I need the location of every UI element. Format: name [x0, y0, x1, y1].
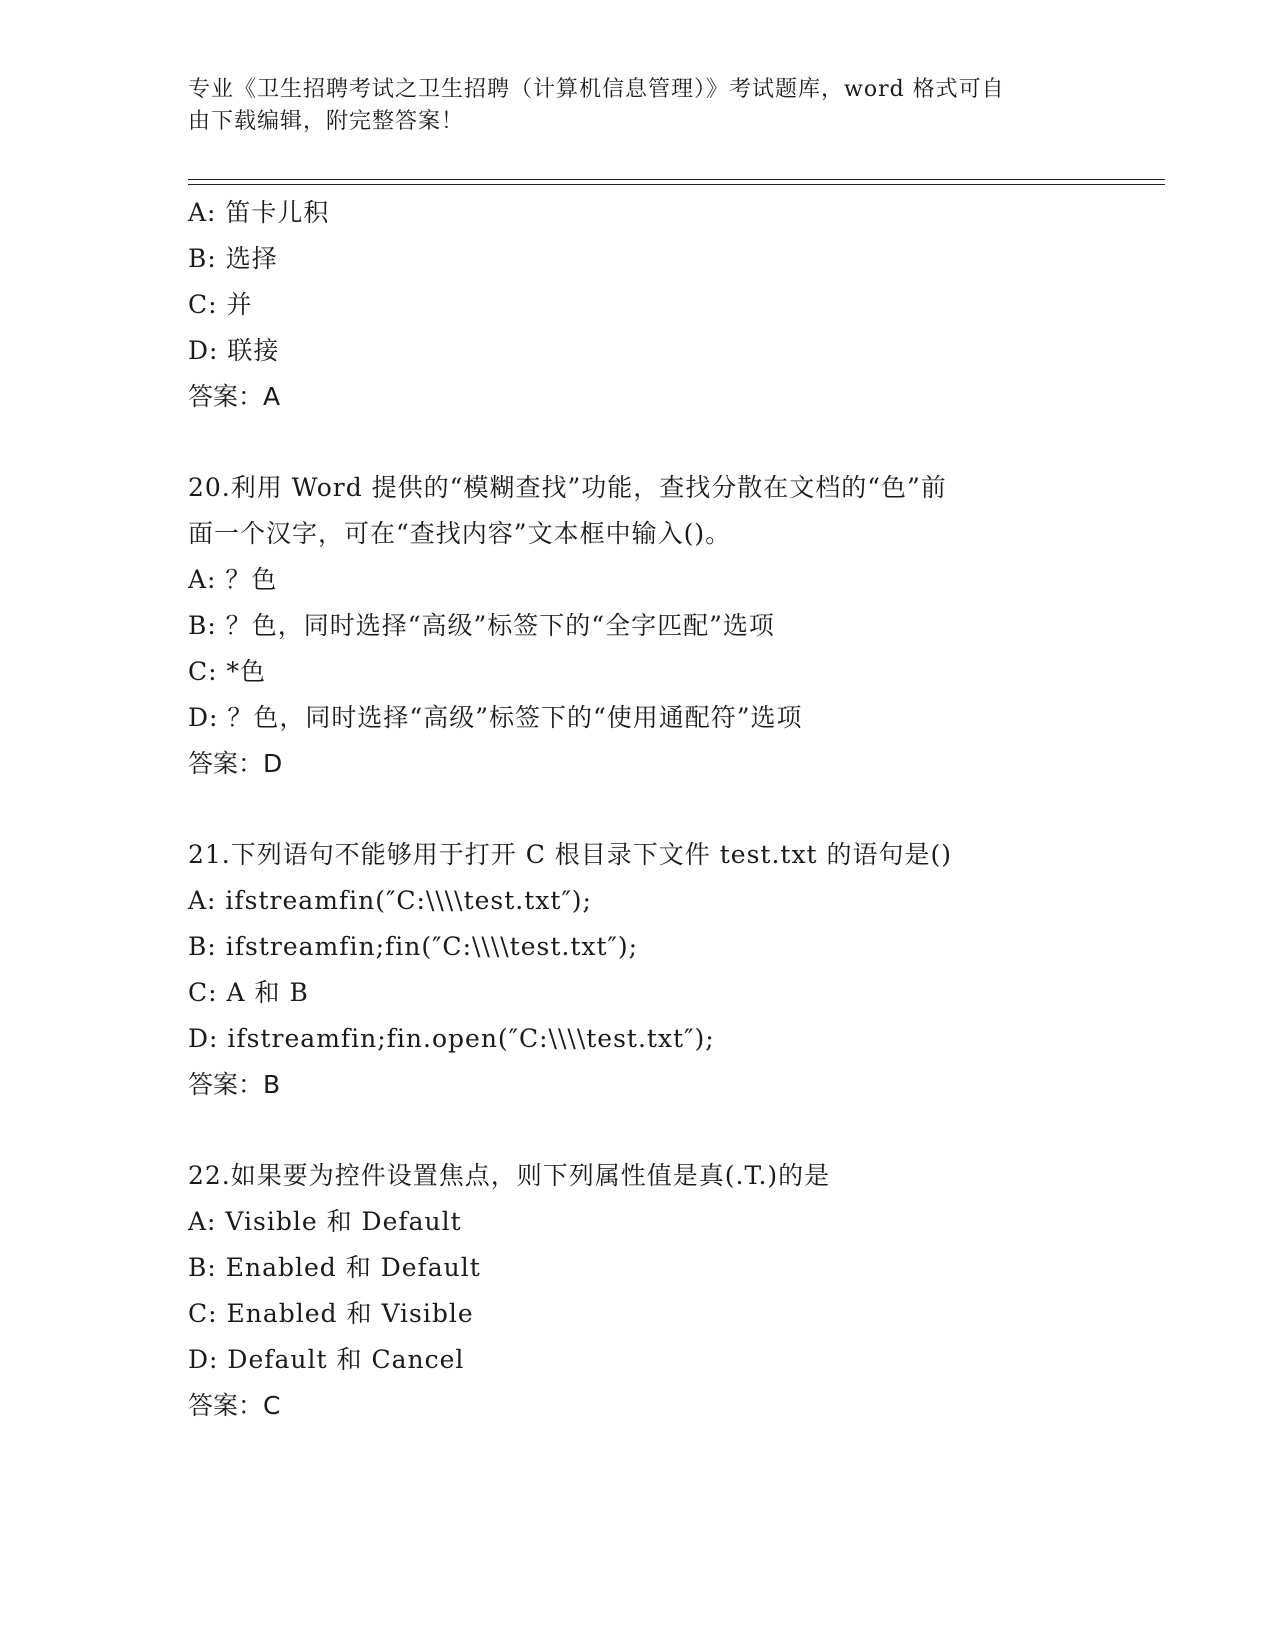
question-text-line-2: 面一个汉字，可在“查找内容”文本框中输入()。: [188, 519, 732, 548]
option-b: B: ？色，同时选择“高级”标签下的“全字匹配”选项: [188, 611, 775, 640]
question-20: [188, 465, 1088, 787]
option-d: D: 联接: [188, 336, 280, 365]
option-c: C: A 和 B: [188, 978, 309, 1007]
option-c: C: Enabled 和 Visible: [188, 1299, 474, 1328]
option-d: D: ？色，同时选择“高级”标签下的“使用通配符”选项: [188, 703, 803, 732]
question-19: [188, 190, 1088, 420]
option-b: B: Enabled 和 Default: [188, 1253, 481, 1282]
answer-line: 答案：C: [188, 1391, 281, 1420]
question-text: 22.如果要为控件设置焦点，则下列属性值是真(.T.)的是: [188, 1161, 831, 1190]
question-text-line-1: 20.利用 Word 提供的“模糊查找”功能，查找分散在文档的“色”前: [188, 473, 947, 502]
question-list: [188, 190, 1088, 1429]
option-a: A: ？色: [188, 565, 278, 594]
header-divider-top: [188, 179, 1165, 180]
option-c: C: 并: [188, 290, 253, 319]
spacer: [188, 787, 1088, 832]
document-header: [188, 74, 1068, 138]
option-d: D: ifstreamfin;fin.open(″C:\\\\test.txt″);: [188, 1024, 715, 1053]
option-b: B: 选择: [188, 244, 278, 273]
header-line-2: 由下载编辑，附完整答案！: [188, 109, 465, 134]
question-text: 21.下列语句不能够用于打开 C 根目录下文件 test.txt 的语句是(): [188, 840, 953, 869]
header-line-1: 专业《卫生招聘考试之卫生招聘（计算机信息管理）》考试题库，word 格式可自: [188, 77, 1005, 102]
spacer: [188, 420, 1088, 465]
spacer: [188, 1108, 1088, 1153]
answer-line: 答案：A: [188, 382, 281, 411]
option-b: B: ifstreamfin;fin(″C:\\\\test.txt″);: [188, 932, 639, 961]
option-a: A: ifstreamfin(″C:\\\\test.txt″);: [188, 886, 592, 915]
answer-line: 答案：D: [188, 749, 283, 778]
answer-line: 答案：B: [188, 1070, 281, 1099]
question-22: [188, 1153, 1088, 1429]
question-21: [188, 832, 1088, 1108]
option-a: A: Visible 和 Default: [188, 1207, 462, 1236]
option-c: C: *色: [188, 657, 266, 686]
option-a: A: 笛卡儿积: [188, 198, 330, 227]
option-d: D: Default 和 Cancel: [188, 1345, 465, 1374]
header-divider-bottom: [188, 184, 1165, 185]
